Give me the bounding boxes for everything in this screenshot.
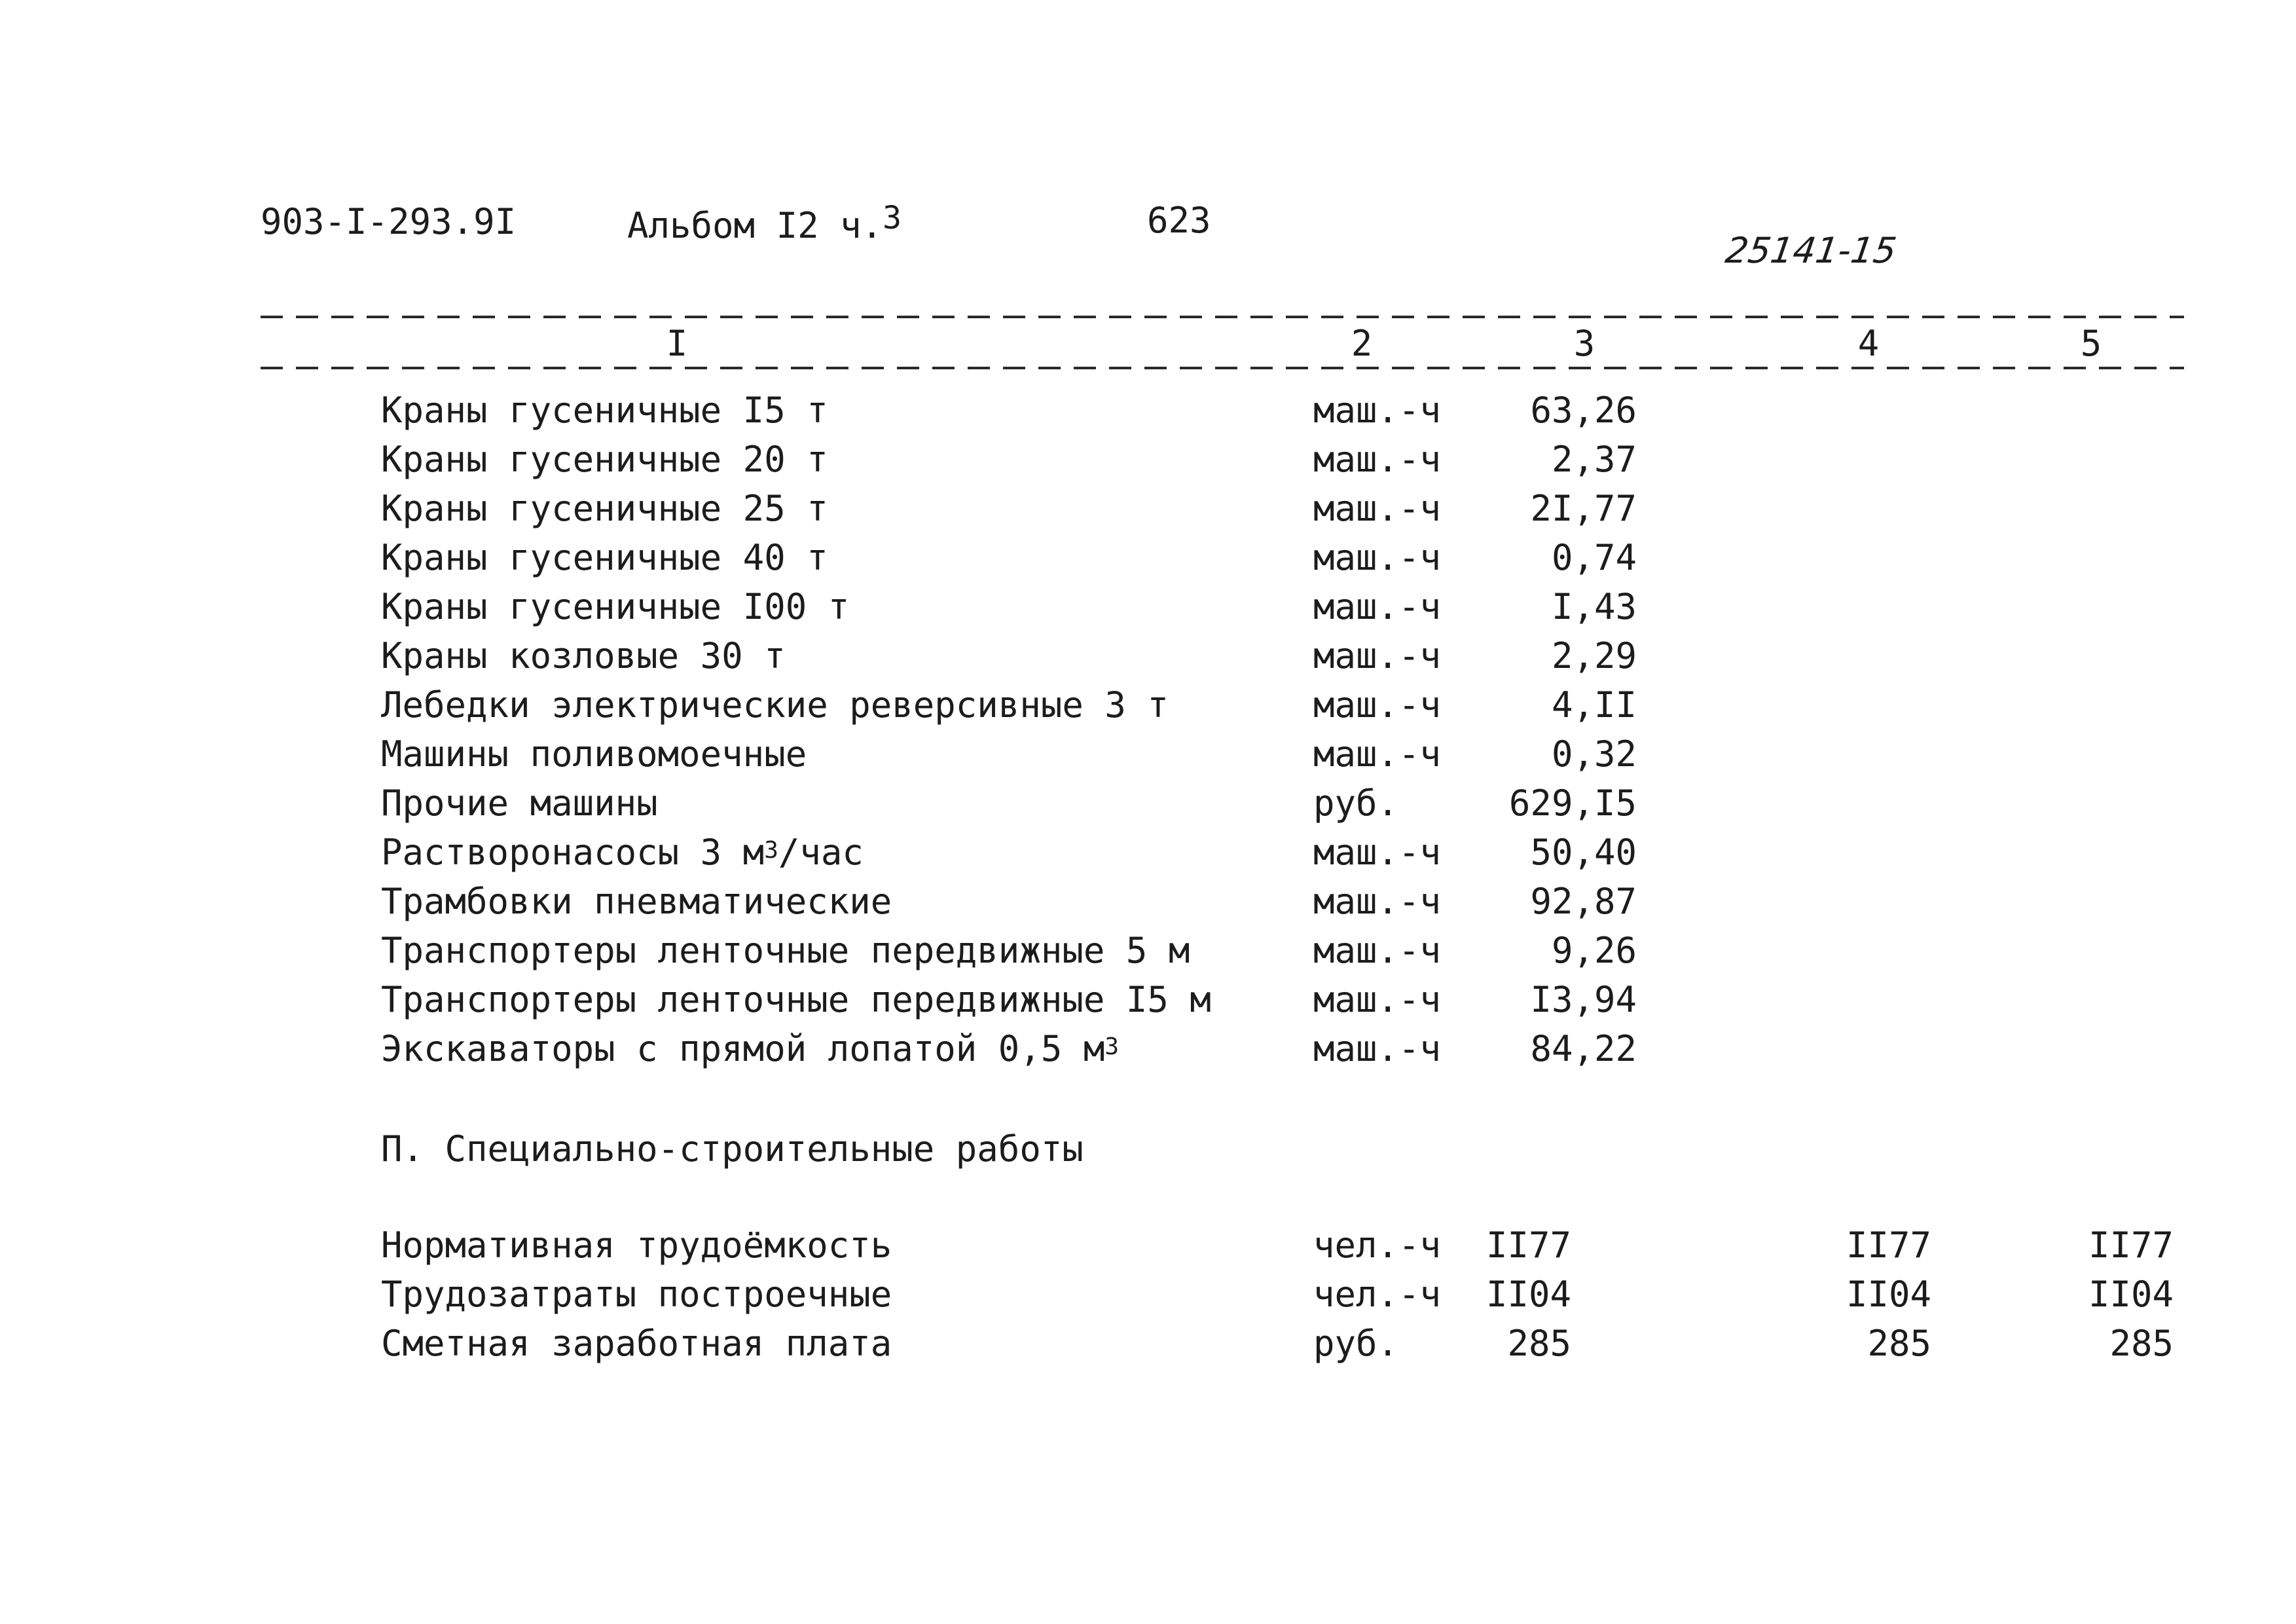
superscript: 3 <box>764 837 778 864</box>
row-unit: чел.-ч <box>1313 1225 1442 1266</box>
row-value: I3,94 <box>1530 979 1637 1020</box>
album-text: Альбом I2 ч. <box>627 205 883 246</box>
table-row <box>0 1223 2296 1268</box>
superscript: 3 <box>1104 1033 1120 1060</box>
row-name: Транспортеры ленточные передвижные I5 м <box>381 979 1211 1020</box>
row-value-col3: II77 <box>1485 1225 1571 1266</box>
row-value: 4,II <box>1551 684 1637 726</box>
row-unit: маш.-ч <box>1313 979 1442 1020</box>
table-row <box>0 535 2296 581</box>
column-header-2: 2 <box>1351 323 1373 364</box>
dashed-rule-top <box>261 316 2184 318</box>
row-value: 0,74 <box>1551 537 1637 578</box>
table-row <box>0 633 2296 679</box>
row-name-text: Экскаваторы с прямой лопатой 0,5 м <box>381 1028 1105 1069</box>
row-unit: маш.-ч <box>1313 733 1442 775</box>
row-unit: маш.-ч <box>1313 930 1442 971</box>
row-unit: маш.-ч <box>1313 684 1442 726</box>
row-name-text: Растворонасосы 3 м <box>381 832 765 873</box>
row-value: 9,26 <box>1551 930 1637 971</box>
table-row <box>0 977 2296 1023</box>
row-value-col5: 285 <box>2109 1323 2174 1364</box>
row-value: 84,22 <box>1530 1028 1637 1069</box>
document-code: 903-I-293.9I <box>261 201 517 242</box>
row-unit: маш.-ч <box>1313 1028 1442 1069</box>
column-header-1: I <box>666 323 688 364</box>
row-value: 629,I5 <box>1508 783 1637 824</box>
row-value: 0,32 <box>1551 733 1637 775</box>
row-value: 50,40 <box>1530 832 1637 873</box>
table-row <box>0 486 2296 532</box>
row-value-col4: II77 <box>1846 1225 1931 1266</box>
table-row <box>0 879 2296 925</box>
table-row <box>0 731 2296 777</box>
table-row <box>0 437 2296 483</box>
column-header-3: 3 <box>1573 323 1595 364</box>
row-name: Краны гусеничные I00 т <box>381 586 850 627</box>
row-value-col4: II04 <box>1846 1274 1931 1315</box>
table-row <box>0 584 2296 630</box>
row-unit: руб. <box>1313 1323 1399 1364</box>
row-value-col3: II04 <box>1485 1274 1571 1315</box>
table-row <box>0 388 2296 434</box>
table-row <box>0 1321 2296 1367</box>
row-name <box>381 830 864 876</box>
table-row <box>0 928 2296 974</box>
row-name: Нормативная трудоёмкость <box>381 1225 892 1266</box>
row-name: Прочие машины <box>381 783 658 824</box>
album-part: 3 <box>883 200 902 236</box>
row-unit: маш.-ч <box>1313 439 1442 480</box>
row-value-col5: II77 <box>2088 1225 2174 1266</box>
row-unit: маш.-ч <box>1313 881 1442 922</box>
table-row <box>0 1026 2296 1072</box>
column-header-5: 5 <box>2080 323 2102 364</box>
row-value-col4: 285 <box>1867 1323 1931 1364</box>
table-row <box>0 830 2296 876</box>
row-name: Трамбовки пневматические <box>381 881 892 922</box>
row-value-col3: 285 <box>1507 1323 1571 1364</box>
row-name: Трудозатраты построечные <box>381 1274 892 1315</box>
row-value-col5: II04 <box>2088 1274 2174 1315</box>
row-name: Краны гусеничные I5 т <box>381 390 828 431</box>
row-value: I,43 <box>1551 586 1637 627</box>
table-row <box>0 682 2296 728</box>
row-unit: маш.-ч <box>1313 488 1442 529</box>
row-unit: руб. <box>1313 783 1399 824</box>
row-value: 92,87 <box>1530 881 1637 922</box>
row-value: 2,37 <box>1551 439 1637 480</box>
row-name: Краны гусеничные 20 т <box>381 439 828 480</box>
table-row <box>0 1272 2296 1318</box>
dashed-rule-bottom <box>261 367 2184 369</box>
row-unit: маш.-ч <box>1313 635 1442 676</box>
row-value: 63,26 <box>1530 390 1637 431</box>
album-label <box>627 200 902 246</box>
row-unit: чел.-ч <box>1313 1274 1442 1315</box>
row-unit: маш.-ч <box>1313 586 1442 627</box>
row-value: 2,29 <box>1551 635 1637 676</box>
row-name: Сметная заработная плата <box>381 1323 892 1364</box>
section-title: П. Специально-строительные работы <box>381 1128 1084 1170</box>
row-name: Краны гусеничные 25 т <box>381 488 828 529</box>
row-unit: маш.-ч <box>1313 832 1442 873</box>
row-name: Краны гусеничные 40 т <box>381 537 828 578</box>
page-number: 623 <box>1147 200 1211 241</box>
row-unit: маш.-ч <box>1313 390 1442 431</box>
handwritten-note: 25141-15 <box>1722 230 1899 271</box>
row-name: Краны козловые 30 т <box>381 635 786 676</box>
row-name: Лебедки электрические реверсивные 3 т <box>381 684 1169 726</box>
row-value: 2I,77 <box>1530 488 1637 529</box>
row-name-suffix: /час <box>778 832 864 873</box>
row-name: Машины поливомоечные <box>381 733 807 775</box>
column-header-4: 4 <box>1857 323 1880 364</box>
row-unit: маш.-ч <box>1313 537 1442 578</box>
row-name: Транспортеры ленточные передвижные 5 м <box>381 930 1190 971</box>
row-name <box>381 1026 1119 1072</box>
table-row <box>0 781 2296 826</box>
